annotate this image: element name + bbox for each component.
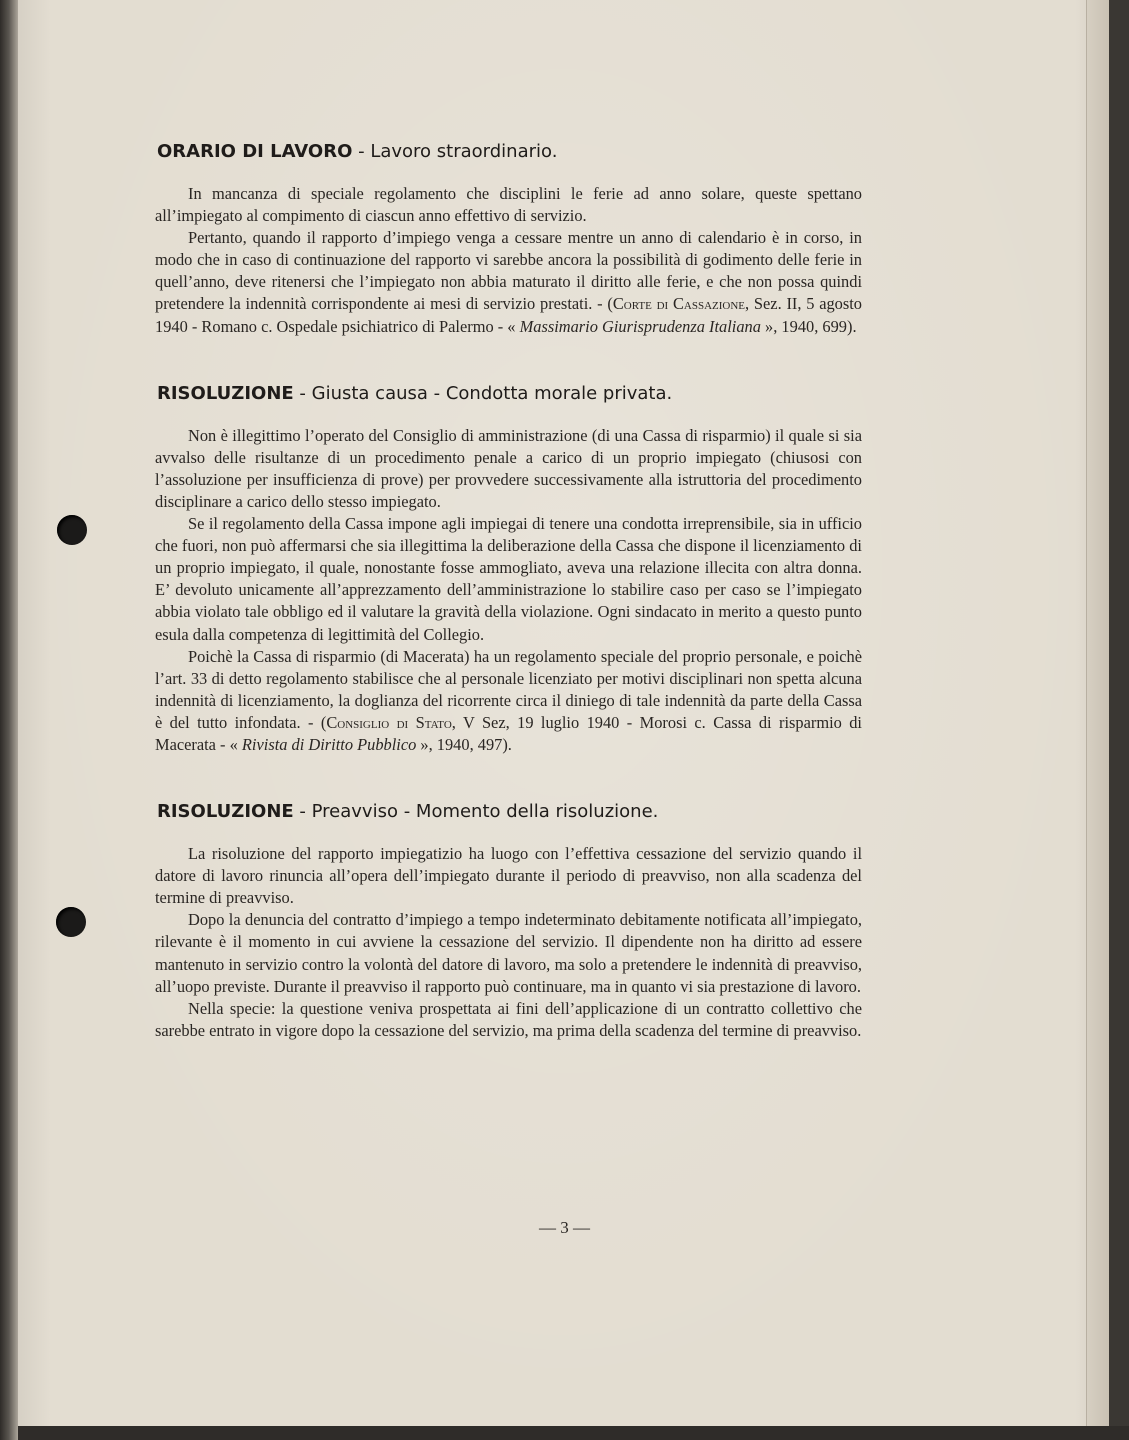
citation-text: », 1940, 497).	[416, 734, 512, 754]
court-name: Consiglio di Stato	[326, 712, 452, 732]
paragraph	[155, 227, 862, 337]
paragraph: In mancanza di speciale regolamento che disciplini le ferie ad anno solare, queste spettano all’impiegato al compimento di ciascun anno effettivo di servizio.	[155, 184, 862, 226]
page-number: — 3 —	[539, 1218, 590, 1237]
heading-topic: ORARIO DI LAVORO	[157, 141, 353, 162]
heading-topic: RISOLUZIONE	[157, 382, 294, 404]
paragraph: Se il regolamento della Cassa impone agli impiegai di tenere una condotta irreprensibile, sia in ufficio che fuori, non può affermarsi che sia illegittima la deliberazione della Cassa che dispone il licenziamento di un proprio impiegato, il quale, nonostante fosse ammogliato, aveva una relazione illecita con altra donna. E’ devoluto unicamente all’apprezzamento dell’amministrazione lo stabilire caso per caso se l’impiegato abbia violato tale obbligo ed il valutare la gravità della violazione. Ogni sindacato in merito a questo punto esula dalla competenza di legittimità del Collegio.	[155, 514, 862, 644]
publication-title: Massimario Giurisprudenza Italiana	[519, 316, 761, 336]
paragraph: La risoluzione del rapporto impiegatizio ha luogo con l’effettiva cessazione del servizio quando il datore di lavoro rinuncia all’opera dell’impiegato durante il periodo di preavviso, non alla scadenza del termine di preavviso.	[155, 844, 862, 908]
section-heading	[157, 140, 862, 164]
publication-title: Rivista di Diritto Pubblico	[241, 734, 417, 754]
punch-hole-icon	[56, 907, 86, 937]
section-risoluzione-giusta-causa	[155, 382, 862, 756]
page-body	[155, 140, 862, 1042]
scan-background-bottom	[18, 1426, 1129, 1440]
citation-text: , Sez. II, 5 agosto 1940 - Romano c. Ospedale psichiatrico di Palermo - «	[155, 294, 863, 336]
citation-text: », 1940, 699).	[760, 316, 857, 336]
court-name: Corte di Cassazione	[612, 294, 746, 314]
section-heading	[157, 382, 862, 406]
heading-subtopic: - Giusta causa - Condotta morale privata.	[293, 382, 673, 404]
section-heading	[157, 800, 862, 824]
heading-topic: RISOLUZIONE	[157, 801, 294, 823]
paragraph: Non è illegittimo l’operato del Consiglio di amministrazione (di una Cassa di risparmio) il quale si sia avvalso delle risultanze di un procedimento penale a carico di un proprio impiegato (chiusosi con l’assoluzione per insufficienza di prove) per provvedere successivamente alla istruttoria del procedimento disciplinare a carico dello stesso impiegato.	[155, 425, 862, 511]
heading-subtopic: - Lavoro straordinario.	[352, 141, 558, 162]
paragraph-text: Poichè la Cassa di risparmio (di Macerata) ha un regolamento speciale del proprio personale, e poichè l’art. 33 di detto regolamento stabilisce che al personale licenziato per motivi disciplinari non spetta alcuna indennità di licenziamento, la doglianza del ricorrente circa il diniego di tale indennità da parte della Cassa è del tutto infondata. - (	[155, 646, 862, 732]
section-risoluzione-preavviso	[155, 800, 862, 1042]
paragraph: Nella specie: la questione veniva prospettata ai fini dell’applicazione di un contratto collettivo che sarebbe entrato in vigore dopo la cessazione del servizio, ma prima della scadenza del termine di preavviso.	[155, 998, 862, 1040]
heading-subtopic: - Preavviso - Momento della risoluzione.	[293, 801, 659, 823]
citation-text: , V Sez, 19 luglio 1940 - Morosi c. Cassa di risparmio di Macerata - «	[155, 712, 862, 754]
paragraph	[155, 646, 862, 756]
page-fold-edge	[1086, 0, 1109, 1428]
paragraph: Dopo la denuncia del contratto d’impiego a tempo indeterminato debitamente notificata all’impiegato, rilevante è il momento in cui avviene la cessazione del servizio. Il dipendente non ha diritto ad essere mantenuto in servizio contro la volontà del datore di lavoro, ma solo a pretendere le indennità di preavviso, all’uopo previste. Durante il preavviso il rapporto può continuare, ma in quanto vi sia prestazione di lavoro.	[155, 910, 862, 996]
punch-hole-icon	[57, 515, 87, 545]
paragraph-text: Pertanto, quando il rapporto d’impiego venga a cessare mentre un anno di calendario è in corso, in modo che in caso di continuazione del rapporto vi sarebbe ancora la possibilità di godimento delle ferie in quell’anno, deve ritenersi che l’impiegato non abbia maturato il diritto alle ferie, e che non possa quindi pretendere la indennità corrispondente ai mesi di servizio prestati. - (	[155, 228, 862, 314]
section-orario-di-lavoro	[155, 140, 862, 338]
